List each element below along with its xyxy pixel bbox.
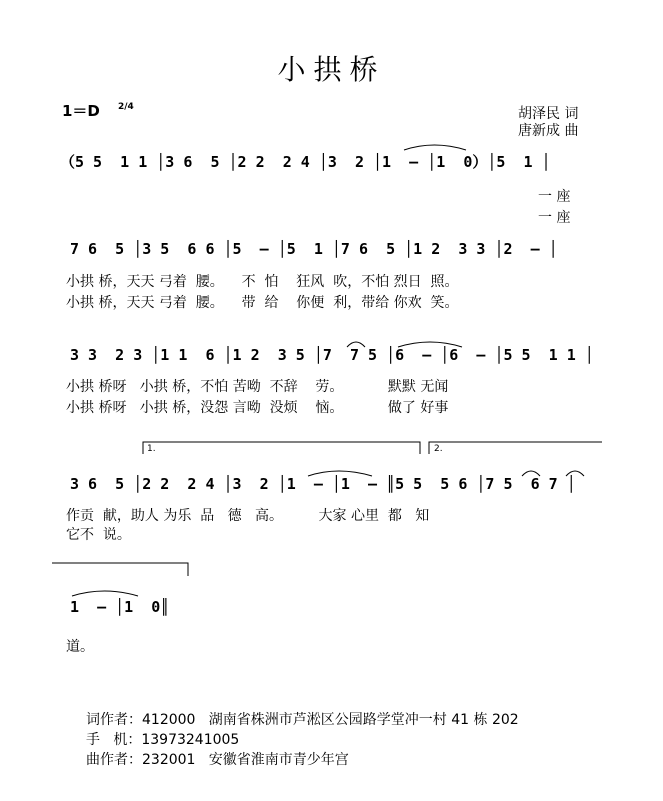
composer-credit: 唐新成 曲 bbox=[518, 123, 579, 139]
lyric-line-2b: 小拱 桥，天天 弓着 腰。 带 给 你便 利，带给 你欢 笑。 bbox=[66, 295, 459, 311]
lyricist-address: 词作者：412000 湖南省株洲市芦淞区公园路学堂冲一村 41 栋 202 bbox=[86, 712, 519, 728]
composer-address: 曲作者：232001 安徽省淮南市青少年宫 bbox=[86, 752, 349, 768]
lyricist-phone: 手 机：13973241005 bbox=[86, 732, 240, 748]
volta-bracket-1 bbox=[143, 442, 420, 454]
slur-arc bbox=[72, 591, 138, 596]
lyric-line-4b: 它不 说。 bbox=[66, 527, 131, 543]
key-signature: 1＝D bbox=[62, 102, 100, 120]
lyricist-credit: 胡泽民 词 bbox=[518, 106, 579, 122]
notes-line-5: 1 – │1 0║ bbox=[70, 598, 170, 616]
volta-1-label: 1. bbox=[147, 444, 156, 454]
time-signature: 2/4 bbox=[118, 102, 134, 112]
lyric-line-4a: 作贡 献，助人 为乐 品 德 高。 大家 心里 都 知 bbox=[66, 508, 430, 524]
lyric-line-2a: 小拱 桥，天天 弓着 腰。 不 怕 狂风 吹，不怕 烈日 照。 bbox=[66, 274, 459, 290]
lyric-line-1b: 一 座 bbox=[538, 210, 571, 226]
lyric-line-5a: 道。 bbox=[66, 639, 94, 655]
notes-line-3: 3 3 2 3 │1 1 6 │1 2 3 5 │7 7 5 │6 – │6 – │5 5 1 1 │ bbox=[70, 346, 594, 364]
notes-line-4: 3 6 5 │2 2 2 4 │3 2 │1 – │1 – ║5 5 5 6 │7 5 6 7 │ bbox=[70, 475, 576, 493]
slur-arc bbox=[404, 145, 466, 150]
continuation-rule bbox=[52, 563, 188, 576]
lyric-line-1a: 一 座 bbox=[538, 189, 571, 205]
notes-line-2: 7 6 5 │3 5 6 6 │5 – │5 1 │7 6 5 │1 2 3 3 │2 – │ bbox=[70, 240, 558, 258]
notes-line-1: （5 5 1 1 │3 6 5 │2 2 2 4 │3 2 │1 – │1 0）│5 1 │ bbox=[60, 153, 551, 171]
song-title: 小拱桥 bbox=[277, 53, 386, 86]
volta-2-label: 2. bbox=[434, 444, 443, 454]
volta-bracket-2 bbox=[429, 442, 602, 454]
lyric-line-3b: 小拱 桥呀 小拱 桥，没怨 言呦 没烦 恼。 做了 好事 bbox=[66, 400, 449, 416]
lyric-line-3a: 小拱 桥呀 小拱 桥，不怕 苦呦 不辞 劳。 默默 无闻 bbox=[66, 379, 449, 395]
